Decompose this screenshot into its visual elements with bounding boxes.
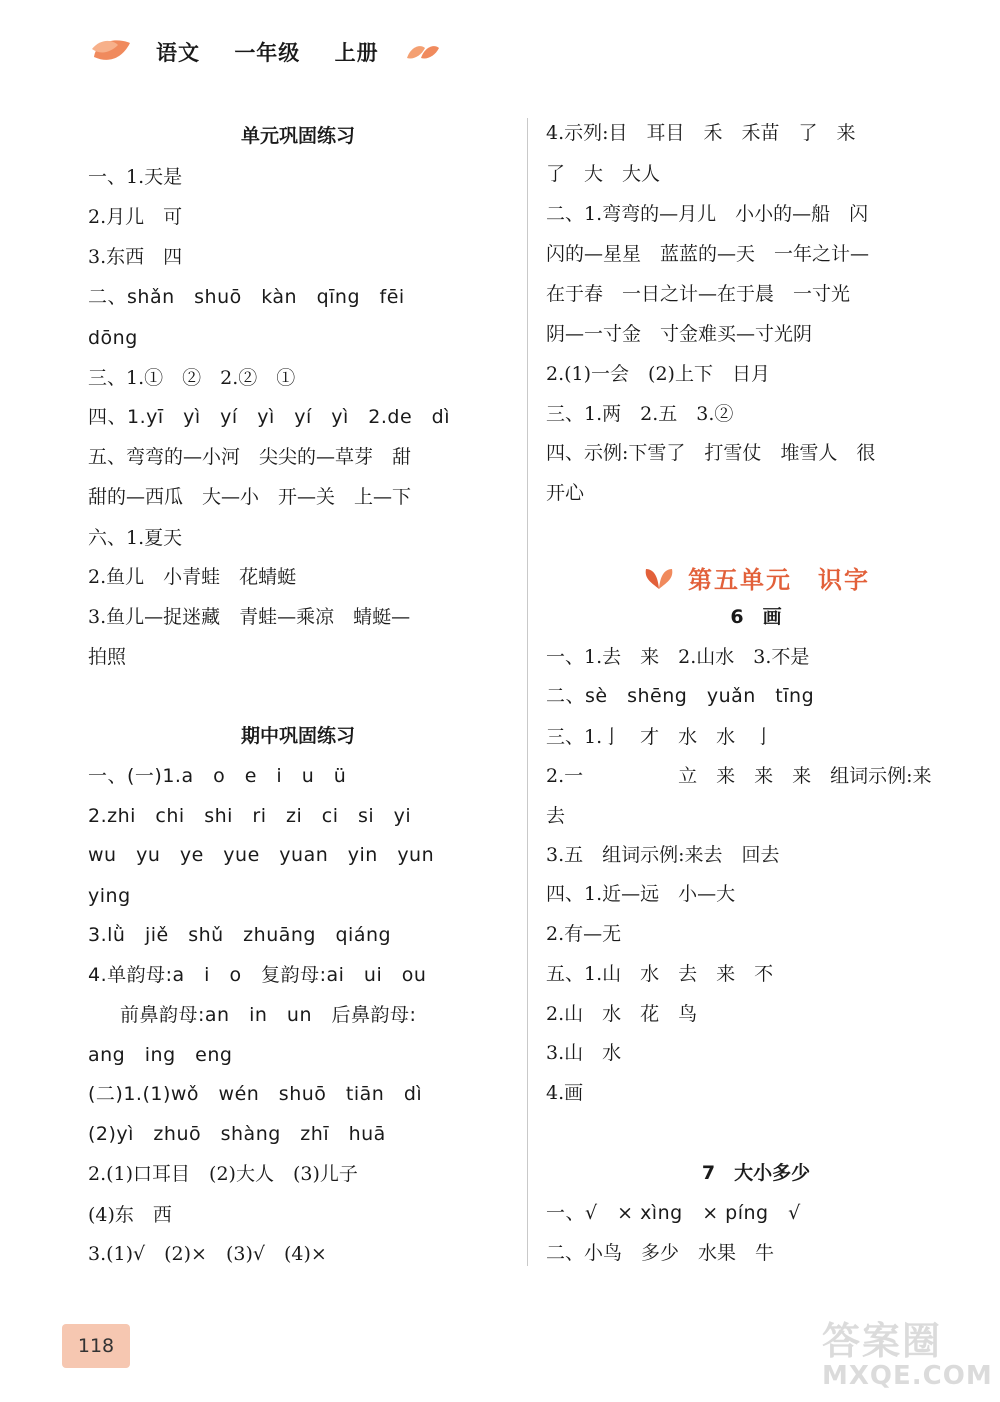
answer-line: 2.有—无 bbox=[546, 923, 622, 945]
answer-line: 前鼻韵母:an in un 后鼻韵母: bbox=[120, 1004, 417, 1026]
answer-line: 一、(一)1.a o e i u ü bbox=[88, 765, 347, 787]
answer-line: 三、1.亅 才 水 水 亅 bbox=[546, 726, 774, 748]
answer-line: 拍照 bbox=[88, 646, 127, 668]
subject-label: 语文 bbox=[156, 41, 200, 65]
answer-line: 3.东西 四 bbox=[88, 246, 183, 268]
answer-line: 3.五 组词示例:来去 回去 bbox=[546, 844, 780, 866]
answer-line: 六、1.夏天 bbox=[88, 527, 183, 549]
answer-line: 一、√ × xìng × píng √ bbox=[546, 1202, 801, 1224]
answer-line: 3.(1)√ (2)× (3)√ (4)× bbox=[88, 1243, 327, 1265]
leaf-icon bbox=[642, 565, 676, 591]
small-leaf-icon bbox=[405, 40, 441, 64]
answer-line: 了 大 大人 bbox=[546, 163, 661, 185]
answer-line: 闪的—星星 蓝蓝的—天 一年之计— bbox=[546, 243, 870, 265]
section-heading: 期中巩固练习 bbox=[240, 725, 355, 747]
page-header bbox=[90, 30, 441, 74]
answer-line: 二、1.弯弯的—月儿 小小的—船 闪 bbox=[546, 203, 869, 225]
unit-title bbox=[546, 560, 966, 595]
leaf-icon bbox=[90, 35, 134, 69]
answer-line: 2.(1)一会 (2)上下 日月 bbox=[546, 363, 770, 385]
answer-line: 四、示例:下雪了 打雪仗 堆雪人 很 bbox=[546, 442, 876, 464]
answer-line: 4.单韵母:a i o 复韵母:ai ui ou bbox=[88, 964, 427, 986]
lesson-heading: 7 大小多少 bbox=[701, 1162, 811, 1184]
answer-line: 甜的—西瓜 大—小 开—关 上—下 bbox=[88, 486, 412, 508]
answer-line: 2.山 水 花 鸟 bbox=[546, 1003, 698, 1025]
answer-line: wu yu ye yue yuan yin yun bbox=[88, 844, 435, 866]
answer-line: ying bbox=[88, 885, 131, 907]
section-heading: 单元巩固练习 bbox=[240, 125, 355, 147]
answer-line: 3.山 水 bbox=[546, 1042, 622, 1064]
answer-line: 2.月儿 可 bbox=[88, 206, 183, 228]
answer-line: 一、1.去 来 2.山水 3.不是 bbox=[546, 646, 810, 668]
answer-line: 四、1.近—远 小—大 bbox=[546, 883, 736, 905]
answer-line: 阴—一寸金 寸金难买—寸光阴 bbox=[546, 323, 813, 345]
answer-line: (4)东 西 bbox=[88, 1204, 172, 1226]
answer-line: 2.鱼儿 小青蛙 花蜻蜓 bbox=[88, 566, 297, 588]
answer-line: dōng bbox=[88, 327, 138, 349]
watermark-logo-text: 答案圈 bbox=[822, 1319, 943, 1363]
answer-line: 三、1.两 2.五 3.② bbox=[546, 403, 734, 425]
answer-line: 2.zhi chi shi ri zi ci si yi bbox=[88, 805, 412, 827]
answer-line: 四、1.yī yì yí yì yí yì 2.de dì bbox=[88, 406, 450, 428]
answer-line: 3.鱼儿—捉迷藏 青蛙—乘凉 蜻蜓— bbox=[88, 606, 411, 628]
answer-line: 4.示列:目 耳目 禾 禾苗 了 来 bbox=[546, 122, 856, 144]
answer-line: 在于春 一日之计—在于晨 一寸光 bbox=[546, 283, 851, 305]
answer-line: (2)yì zhuō shàng zhī huā bbox=[88, 1123, 386, 1145]
answer-line: 开心 bbox=[546, 482, 585, 504]
answer-line: 2.一 立 来 来 来 组词示例:来 bbox=[546, 765, 932, 787]
answer-line: 去 bbox=[546, 805, 566, 827]
page-number: 118 bbox=[62, 1324, 130, 1368]
grade-label: 一年级 bbox=[234, 41, 301, 65]
answer-line: 2.(1)口耳目 (2)大人 (3)儿子 bbox=[88, 1163, 358, 1185]
answer-line: 3.lǜ jiě shǔ zhuāng qiáng bbox=[88, 924, 392, 946]
watermark-url: MXQE.COM bbox=[822, 1361, 993, 1391]
answer-line: 三、1.① ② 2.② ① bbox=[88, 367, 296, 389]
answer-line: 二、shǎn shuō kàn qīng fēi bbox=[88, 286, 405, 308]
watermark bbox=[822, 1310, 993, 1396]
book-title bbox=[156, 37, 405, 67]
unit-title-text: 第五单元 识字 bbox=[688, 566, 870, 594]
answer-line: 二、小鸟 多少 水果 牛 bbox=[546, 1242, 775, 1264]
answer-line: 一、1.天是 bbox=[88, 166, 183, 188]
lesson-heading: 6 画 bbox=[730, 606, 782, 628]
volume-label: 上册 bbox=[334, 41, 379, 65]
answer-line: 五、弯弯的—小河 尖尖的—草芽 甜 bbox=[88, 446, 412, 468]
answer-line: 4.画 bbox=[546, 1082, 584, 1104]
answer-line: (二)1.(1)wǒ wén shuō tiān dì bbox=[88, 1083, 423, 1105]
answer-line: ang ing eng bbox=[88, 1044, 233, 1066]
answer-line: 二、sè shēng yuǎn tīng bbox=[546, 685, 815, 707]
answer-line: 五、1.山 水 去 来 不 bbox=[546, 963, 774, 985]
column-divider bbox=[527, 118, 528, 1266]
